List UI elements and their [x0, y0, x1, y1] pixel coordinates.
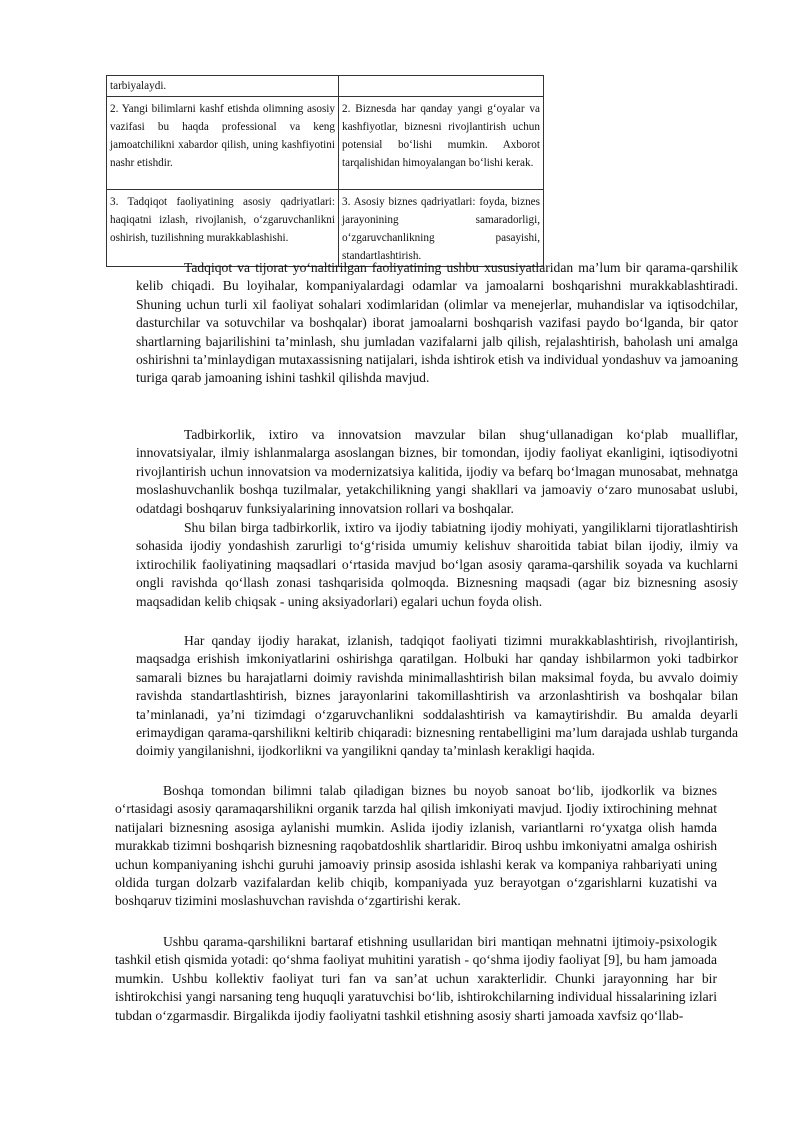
table-cell: tarbiyalaydi.: [107, 76, 339, 97]
body-paragraph: Tadbirkorlik, ixtiro va innovatsion mavzular bilan shug‘ullanadigan ko‘plab mualliflar, innovatsiyalar, ilmiy ishlanmalarga asoslangan biznes, bir tomondan, ijodiy faoliyat ekanligini, iqtisodiyotni rivojlantirish uchun innovatsion va modernizatsiya kalitida, ijodiy va befarq bo‘lmagan munosabat, mehnatga moslashuvchanlik boshqa tuzilmalar, yetakchilikning yangi shakllari va jamoaviy o‘zaro munosabat uslubi, odatdagi boshqaruv funksiyalarining innovatsion rollari va boshqalar.: [136, 427, 738, 516]
table-row: [107, 190, 544, 267]
body-paragraph: Tadqiqot va tijorat yo‘naltirilgan faoliyatining ushbu xususiyatlaridan ma’lum bir qarama-qarshilik kelib chiqadi. Bu loyihalar, kompaniyalardagi odamlar va jamoalarni boshqarishni murakkablashtiradi. Shuning uchun turli xil faoliyat sohalari xodimlaridan (olimlar va menejerlar, muhandislar va iqtisodchilar, dasturchilar va sotuvchilar va boshqalar) iborat jamoalarni boshqarish vazifasi paydo bo‘lganda, bir qator shartlarning bajarilishini ta’minlash, shu jumladan vazifalarni jalb qilish, rejalashtirish, baholash uni amalga oshirishni ta’minlaydigan mutaxassisning natijalari, ishda ishtirok etish va individual yondashuv va jamoaning turiga qarab jamoaning ishini tashkil qilishda mavjud.: [136, 260, 738, 386]
table-row: [107, 76, 544, 97]
body-paragraph: Shu bilan birga tadbirkorlik, ixtiro va ijodiy tabiatning ijodiy mohiyati, yangiliklarni tijoratlashtirish sohasida ijodiy yondashish zarurligi to‘g‘risida umumiy kelishuv sharoitida tabiat bilan ijodiy, ilmiy va ixtirochilik faoliyatining maqsadlari o‘rtasida mavjud bo‘lgan asosiy qarama-qarshilik soyada va kuchlarni ongli ravishda qo‘llash zonasi tashqarisida qolmoqda. Biznesning maqsadi (agar biz biznesning asosiy maqsadidan kelib chiqsak - uning aksiyadorlari) egalari uchun foyda olish.: [136, 520, 738, 609]
body-paragraph: Ushbu qarama-qarshilikni bartaraf etishning usullaridan biri mantiqan mehnatni ijtimoiy-psixologik tashkil etish qismida yotadi: qo‘shma faoliyat muhitini yaratish - qo‘shma ijodiy faoliyat [9], bu ham jamoada mumkin. Ushbu kollektiv faoliyat turi fan va san’at uchun xarakterlidir. Chunki jarayonning har bir ishtirokchisi yangi narsaning teng huquqli yaratuvchisi bo‘lib, ishtirokchilarning individual hissalarining izlari tubdan o‘zgarmasdir. Birgalikda ijodiy faoliyatni tashkil etishning asosiy sharti jamoada xavfsiz qo‘llab-: [115, 934, 717, 1023]
table-cell: 3. Tadqiqot faoliyatining asosiy qadriyatlari: haqiqatni izlash, rivojlanish, o‘zgaruvchanlikni oshirish, tuzilishning murakkablashishi.: [107, 190, 339, 267]
body-paragraph: Har qanday ijodiy harakat, izlanish, tadqiqot faoliyati tizimni murakkablashtirish, rivojlantirish, maqsadga erishish imkoniyatlarini oshirishga qaratilgan. Holbuki har qanday ishbilarmon yoki tadbirkor samarali biznes bu harajatlarni doimiy ravishda minimallashtirish bilan maksimal foyda, bu avvalo doimiy ravishda standartlashtirish, biznes jarayonlarini takomillashtirish va arzonlashtirish va boshqalar bilan ta’minlanadi, ya’ni tizimdagi o‘zgaruvchanlikni soddalashtirish va kamaytirishdir. Bu amalda deyarli erimaydigan qarama-qarshilikni keltirib chiqaradi: biznesning rentabelligini ma’lum darajada ushlab turganda doimiy yangilanishni, ijodkorlikni va yangilikni qanday ta’minlash kerakligi haqida.: [136, 633, 738, 759]
table-cell: 2. Yangi bilimlarni kashf etishda olimning asosiy vazifasi bu haqda professional va keng jamoatchilikni xabardor qilish, uning kashfiyotini nashr etishdir.: [107, 97, 339, 190]
table-cell: 2. Biznesda har qanday yangi g‘oyalar va kashfiyotlar, biznesni rivojlantirish uchun potensial bo‘lishi mumkin. Axborot tarqalishidan himoyalangan bo‘lishi kerak.: [339, 97, 544, 190]
body-paragraph: Boshqa tomondan bilimni talab qiladigan biznes bu noyob sanoat bo‘lib, ijodkorlik va biznes o‘rtasidagi asosiy qaramaqarshilikni organik tarzda hal qilish imkoniyati mavjud. Ijodiy ixtirochining mehnat natijalari biznesning asosiga aylanishi mumkin. Aslida ijodiy izlanish, variantlarni ro‘yxatga olish hamda murakkab tizimni boshqarish biznesning raqobatdoshlik shartlaridir. Biroq ushbu imkoniyatni amalga oshirish uchun kompaniyaning ishchi guruhi jamoaviy prinsip asosida ishlashi kerak va kompaniya rahbariyati uning oldida turgan dolzarb vazifalardan kelib chiqib, kompaniyada yuz berayotgan o‘zgarishlarni kuzatishi va boshqaruv tizimini moslashuvchan ravishda o‘zgartirishi kerak.: [115, 783, 717, 909]
table-row: [107, 97, 544, 190]
table-cell: 3. Asosiy biznes qadriyatlari: foyda, biznes jarayonining samaradorligi, o‘zgaruvchanlikning pasayishi, standartlashtirish.: [339, 190, 544, 267]
table-cell: [339, 76, 544, 97]
comparison-table: [106, 75, 544, 267]
